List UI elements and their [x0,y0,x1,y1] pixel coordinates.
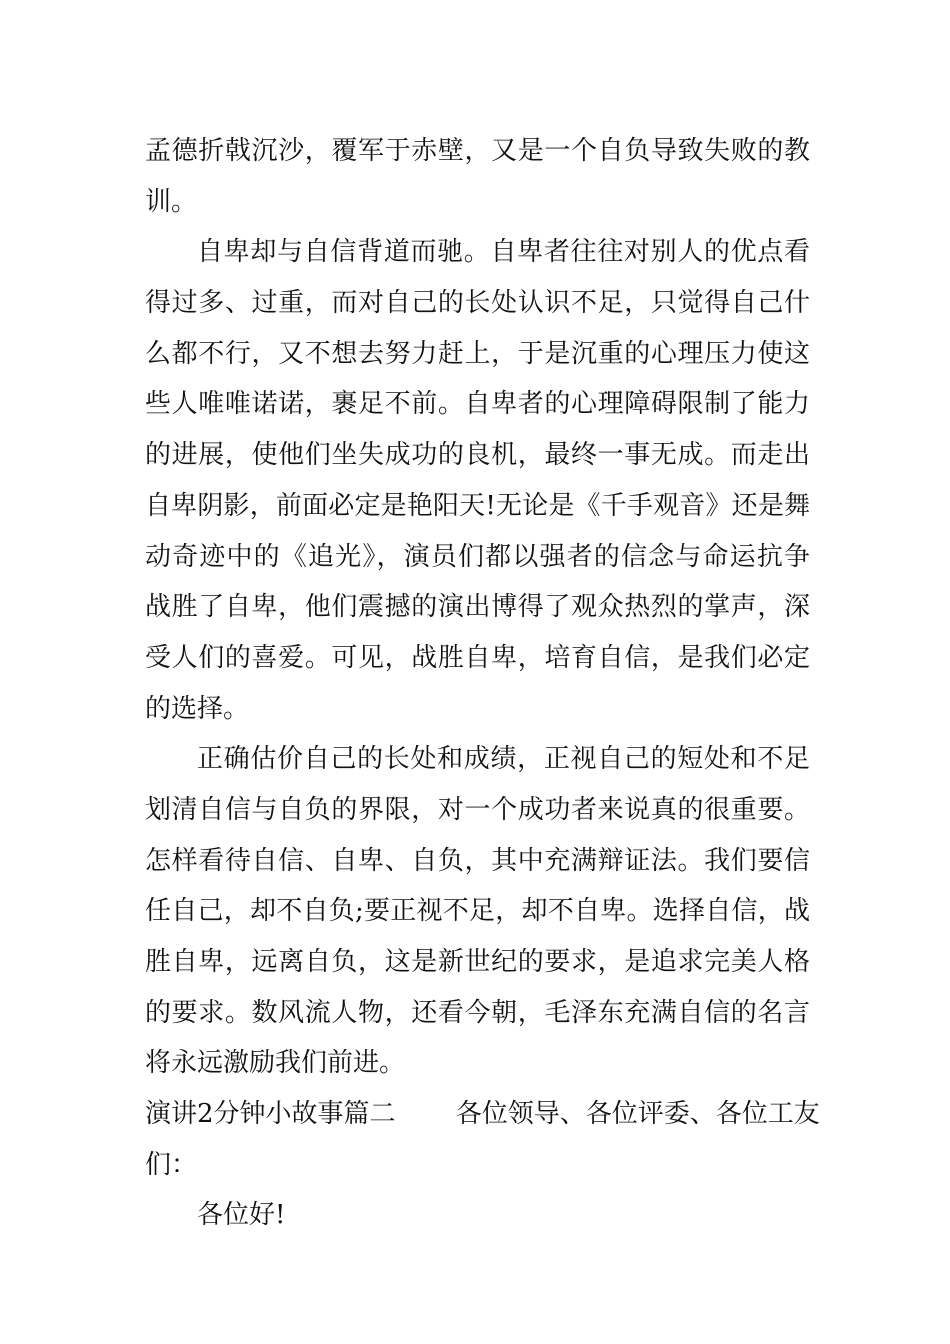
text-line: 些人唯唯诺诺，裹足不前。自卑者的心理障碍限制了能力 [145,389,810,420]
text-line: 动奇迹中的《追光》，演员们都以强者的信念与命运抗争 [145,541,810,572]
text-line: 划清自信与自负的界限，对一个成功者来说真的很重要。 [145,794,810,825]
text-line: 怎样看待自信、自卑、自负，其中充满辩证法。我们要信 [145,845,810,876]
text-line: 的要求。数风流人物，还看今朝，毛泽东充满自信的名言 [145,997,810,1028]
text-line: 自卑却与自信背道而驰。自卑者往往对别人的优点看 [197,237,810,268]
greeting-line: 各位好! [197,1200,286,1231]
section-heading-line: 演讲2分钟小故事篇二 各位领导、各位评委、各位工友 [145,1099,820,1130]
text-line: 受人们的喜爱。可见，战胜自卑，培育自信，是我们必定 [145,642,810,673]
text-line: 胜自卑，远离自负，这是新世纪的要求，是追求完美人格 [145,947,810,977]
body-text [145,126,820,1241]
text-line: 自卑阴影，前面必定是艳阳天!无论是《千手观音》还是舞 [145,490,810,521]
text-line: 么都不行，又不想去努力赶上，于是沉重的心理压力使这 [145,338,810,369]
text-line: 们： [145,1149,198,1180]
text-line: 的选择。 [145,693,250,724]
text-line: 正确估价自己的长处和成绩，正视自己的短处和不足 [197,744,810,775]
text-line: 孟德折戟沉沙，覆军于赤壁，又是一个自负导致失败的教 [145,136,810,166]
text-line: 得过多、过重，而对自己的长处认识不足，只觉得自己什 [145,288,810,319]
text-line: 的进展，使他们坐失成功的良机，最终一事无成。而走出 [145,440,810,471]
text-line: 将永远激励我们前进。 [145,1048,406,1079]
text-line: 任自己，却不自负;要正视不足，却不自卑。选择自信，战 [145,896,810,927]
text-line: 战胜了自卑，他们震撼的演出博得了观众热烈的掌声，深 [145,592,810,623]
text-line: 训。 [145,186,198,217]
